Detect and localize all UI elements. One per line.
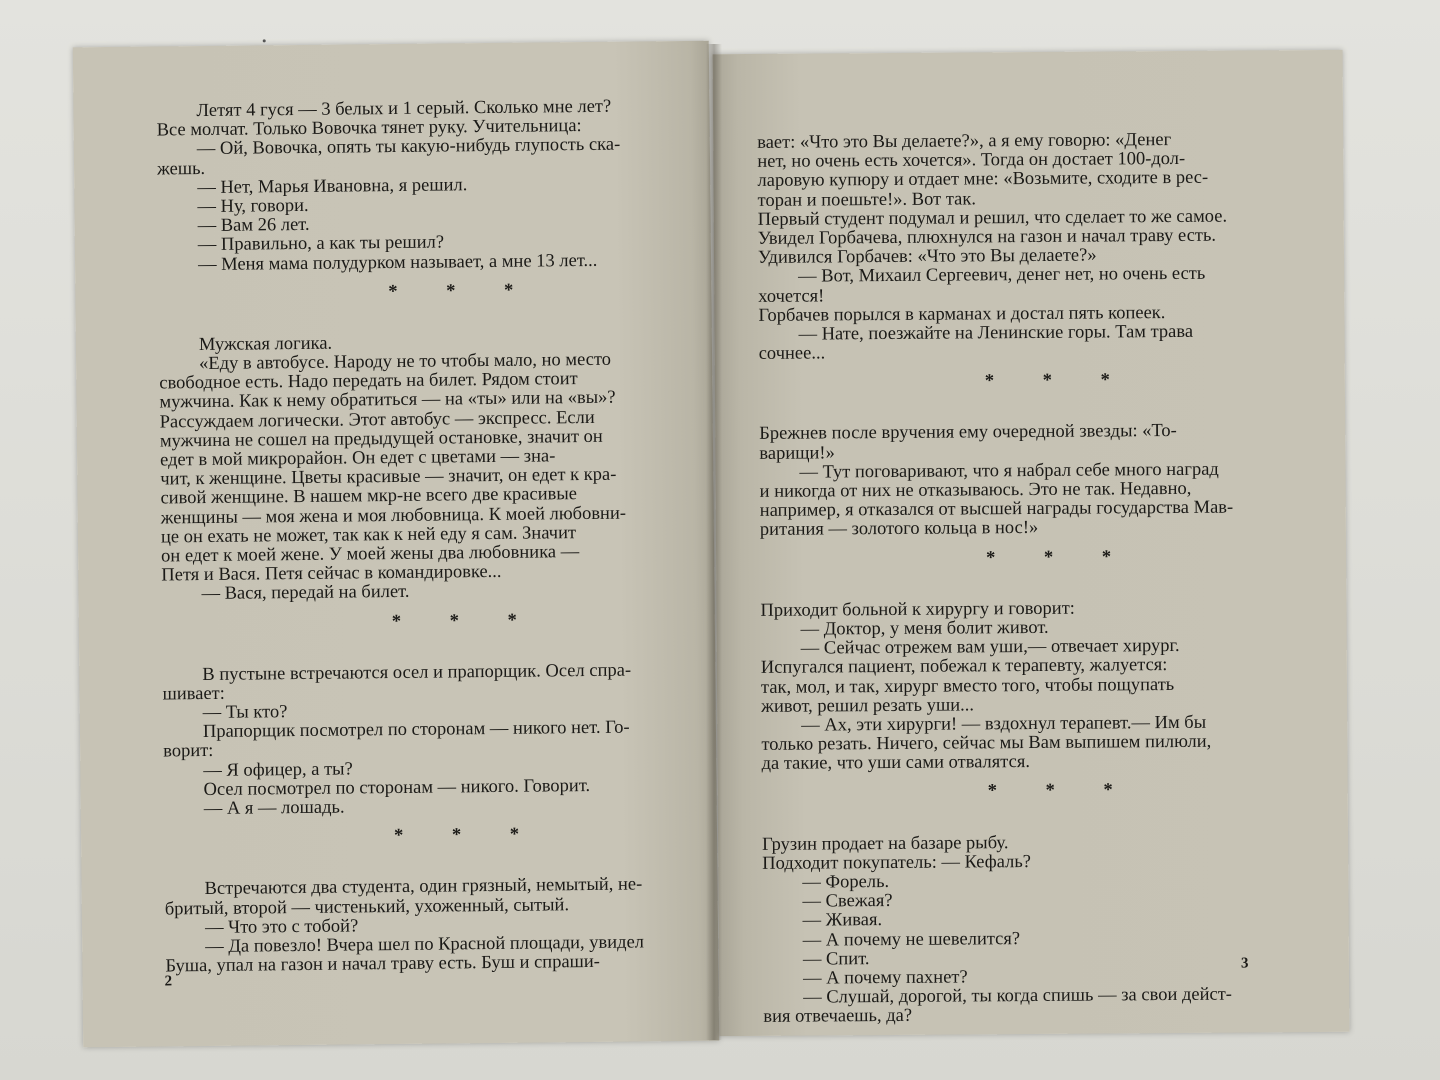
text-line: Грузин продает на базаре рыбу. — [762, 832, 1009, 855]
section-separator: * * * — [391, 610, 539, 632]
text-line: — А почему пахнет? — [802, 967, 968, 989]
paper-speck — [263, 39, 266, 42]
text-line: — Меня мама полудурком называет, а мне 13 лет... — [197, 250, 598, 275]
text-line: Встречаются два студента, один грязный, немытый, не- — [204, 874, 643, 900]
text-line: живот, решил резать уши... — [761, 695, 975, 717]
text-line: Приходит больной к хирургу и говорит: — [760, 598, 1075, 621]
text-line: — А я — лошадь. — [203, 797, 345, 820]
text-line: ритания — золотого кольца в нос!» — [759, 518, 1039, 541]
text-line: хочется! — [758, 285, 825, 307]
text-line: сочнее... — [758, 343, 826, 364]
text-line: да такие, что уши сами отвалятся. — [761, 752, 1031, 775]
text-line: — Вам 26 лет. — [197, 215, 310, 237]
text-line: — Правильно, а как ты решил? — [197, 232, 445, 256]
text-line: Испугался пациент, побежал к терапевту, жалуется: — [760, 655, 1168, 679]
book-spine — [706, 44, 722, 1040]
section-gap — [158, 299, 637, 336]
section-gap — [762, 800, 1236, 835]
text-line: — А почему не шевелится? — [802, 928, 1021, 951]
text-line: бритый, второй — чистенький, ухоженный, сытый. — [164, 894, 570, 920]
text-line: Горбачев порылся в карманах и достал пять копеек. — [758, 302, 1166, 326]
text-line: — Вот, Михаил Сергеевич, денег нет, но очень есть — [798, 264, 1206, 287]
text-line: — Что это с тобой? — [204, 916, 359, 938]
text-line: Прапорщик посмотрел по сторонам — никого нет. Го- — [202, 717, 630, 743]
text-line: сивой женщине. В нашем мкр-не всего две красивые — [160, 484, 578, 509]
page-number-left: 2 — [164, 973, 173, 990]
text-line: женщины — моя жена и моя любовница. К моей любовни- — [160, 503, 627, 529]
text-line: Удивился Горбачев: «Что это Вы делаете?» — [757, 245, 1097, 269]
text-line: — Ах, эти хирурги! — вздохнул терапевт.— Им бы — [801, 712, 1207, 736]
text-line: — Тут поговаривают, что я набрал себе много наград — [799, 459, 1219, 483]
text-line: «Еду в автобусе. Народу не то чтобы мало, но место — [199, 349, 612, 375]
left-page — [73, 41, 719, 1048]
text-line: мужчина. Как к нему обратиться — на «ты» или на «вы»? — [159, 388, 616, 413]
text-line: Мужская логика. — [198, 333, 333, 355]
text-line: — Сейчас отрежем вам уши,— отвечает хирург. — [800, 636, 1180, 659]
text-line: Рассуждаем логически. Этот автобус — экспресс. Если — [159, 407, 595, 433]
section-separator: * * * — [393, 824, 542, 847]
text-line: — Слушай, дорогой, ты когда спишь — за свои дейст- — [803, 984, 1232, 1008]
text-line: Все молчат. Только Вовочка тянет руку. Учительница: — [156, 116, 582, 141]
text-line: — Я офицер, а ты? — [203, 759, 353, 781]
text-line: Увидел Горбачева, плюхнулся на газон и начал траву есть. — [757, 225, 1217, 249]
text-line: и никогда от них не отказываюсь. Это не так. Недавно, — [759, 478, 1192, 502]
section-gap — [759, 390, 1233, 425]
text-line: В пустыне встречаются осел и прапорщик. Осел спра- — [202, 660, 632, 685]
text-line: — Ой, Вовочка, опять ты какую-нибудь глупость ска- — [196, 135, 621, 160]
section-separator: * * * — [984, 370, 1132, 392]
text-line: ларовую купюру и отдает мне: «Возьмите, сходите в рес- — [757, 168, 1209, 192]
text-line: — Ну, говори. — [197, 195, 309, 217]
section-separator: * * * — [986, 546, 1134, 568]
text-line: Брежнев после вручения ему очередной звезды: «То- — [759, 421, 1177, 445]
right-page — [713, 50, 1350, 1036]
right-page-text — [757, 131, 1237, 1028]
text-line: варищи!» — [759, 442, 835, 464]
text-line: ворит: — [163, 741, 214, 762]
text-line: едет в мой микрорайон. Он едет с цветами — зна- — [160, 446, 556, 471]
text-line: жешь. — [156, 158, 206, 180]
section-separator: * * * — [987, 780, 1135, 802]
text-line: Буша, упал на газон и начал траву есть. Буш и спраши- — [165, 952, 601, 977]
text-line: Осел посмотрел по сторонам — никого. Говорит. — [203, 775, 591, 800]
text-line: Петя и Вася. Петя сейчас в командировке... — [161, 562, 502, 586]
text-line: — Форель. — [802, 871, 890, 893]
text-line: чит, к женщине. Цветы красивые — значит, он едет к кра- — [160, 464, 617, 490]
text-line: — Спит. — [802, 948, 870, 970]
text-line: — Нате, поезжайте на Ленинские горы. Там трава — [798, 321, 1194, 345]
text-line: вия отвечаешь, да? — [763, 1006, 913, 1028]
left-page-text — [156, 97, 644, 976]
text-line: — Живая. — [802, 910, 883, 931]
text-line: Подходит покупатель: — Кефаль? — [762, 851, 1031, 874]
text-line: вает: «Что это Вы делаете?», а я ему говорю: «Денег — [757, 130, 1172, 153]
text-line: Первый студент подумал и решил, что сделает то же самое. — [757, 206, 1228, 230]
section-gap — [760, 566, 1234, 601]
text-line: например, я отказался от высшей награды государства Мав- — [759, 497, 1234, 522]
page-number-right: 3 — [1240, 955, 1249, 972]
text-line: свободное есть. Надо передать на билет. Рядом стоит — [159, 369, 578, 394]
text-line: — Да повезло! Вчера шел по Красной площади, увидел — [205, 932, 645, 957]
text-line: — Нет, Марья Ивановна, я решил. — [197, 174, 468, 198]
text-line: так, мол, и так, хирург вместо того, чтобы пощупать — [760, 674, 1175, 698]
text-line: шивает: — [162, 683, 225, 705]
text-line: торан и поешьте!». Вот так. — [757, 188, 976, 211]
text-line: Летят 4 гуся — 3 белых и 1 серый. Сколько мне лет? — [196, 96, 612, 122]
text-line: мужчина не сошел на предыдущей остановке, значит он — [159, 426, 603, 452]
text-line: только резать. Ничего, сейчас мы Вам выпишем пилюли, — [761, 731, 1212, 755]
text-line: це он ехать не может, так как к ней еду я сам. Значит — [160, 522, 577, 548]
section-separator: * * * — [388, 280, 536, 302]
text-line: — Доктор, у меня болит живот. — [800, 617, 1049, 640]
text-line: — Свежая? — [802, 891, 893, 912]
text-line: он едет к моей жене. У моей жены два любовника — — [161, 542, 580, 567]
text-line: — Ты кто? — [202, 702, 288, 724]
text-line: нет, но очень есть хочется». Тогда он достает 100-дол- — [757, 149, 1186, 173]
text-line: — Вася, передай на билет. — [201, 582, 410, 605]
